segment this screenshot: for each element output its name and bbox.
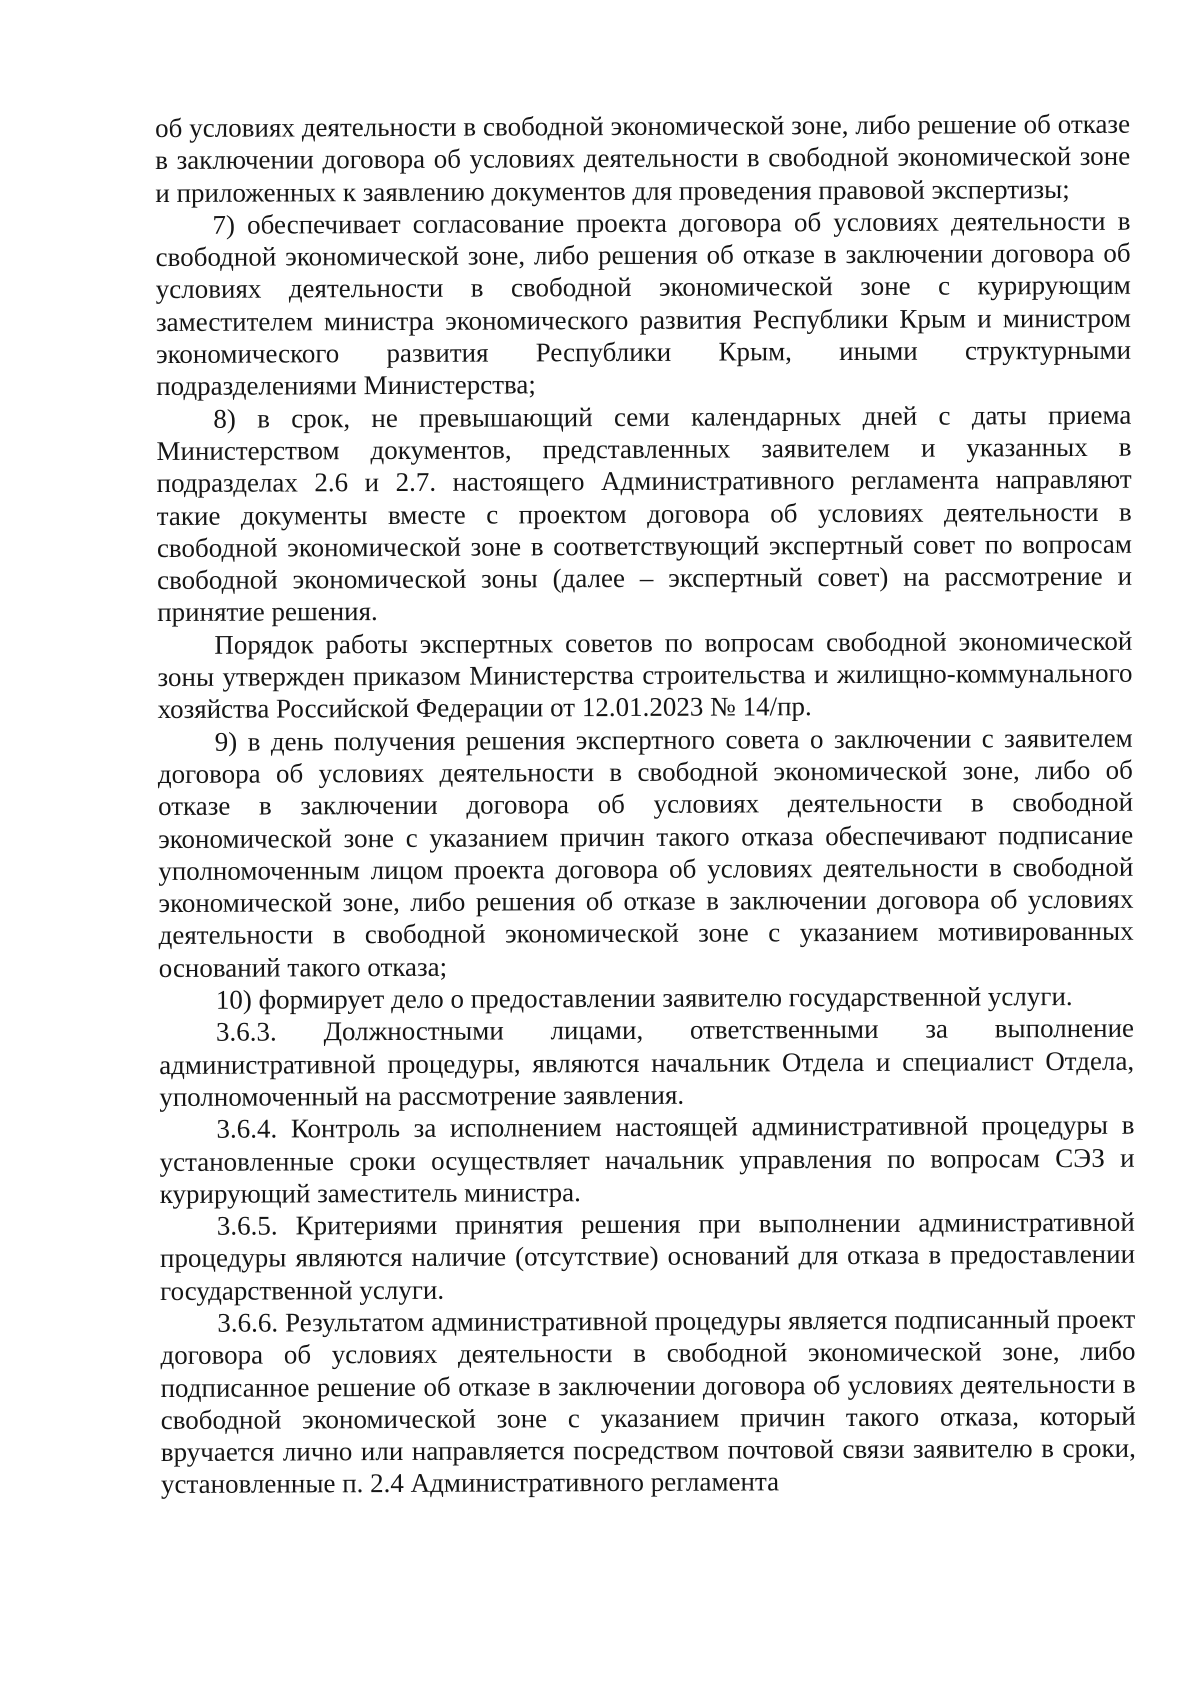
paragraph-item-7: 7) обеспечивает согласование проекта договора об условиях деятельности в свободной экономической зоне, либо решения об отказе в заключении договора об условиях деятельности в свободной экономической зоне с курирующим заместителем министра экономического развития Республики Крым и министром экономического развития Республики Крым, иными структурными подразделениями Министерства; (155, 205, 1132, 402)
paragraph-item-9: 9) в день получения решения экспертного совета о заключении с заявителем договора об условиях деятельности в свободной экономической зоне, либо об отказе в заключении договора об условиях деятельности в свободной экономической зоне с указанием причин такого отказа обеспечивают подписание уполномоченным лицом проекта договора об условиях деятельности в свободной экономической зоне, либо решения об отказе в заключении договора об условиях деятельности в свободной экономической зоне с указанием мотивированных оснований такого отказа; (157, 722, 1134, 983)
paragraph-3-6-6: 3.6.6. Результатом административной процедуры является подписанный проект договора об условиях деятельности в свободной экономической зоне, либо подписанное решение об отказе в заключении договора об условиях деятельности в свободной экономической зоне с указанием причин такого отказа, который вручается лично или направляется посредством почтовой связи заявителю в сроки, установленные п. 2.4 Административного регламента (160, 1303, 1136, 1500)
paragraph-expert-council-procedure: Порядок работы экспертных советов по вопросам свободной экономической зоны утвержден приказом Министерства строительства и жилищно-коммунального хозяйства Российской Федерации от 12.01.2023 № 14/пр. (157, 625, 1133, 725)
paragraph-3-6-4: 3.6.4. Контроль за исполнением настоящей административной процедуры в установленные сроки осуществляет начальник управления по вопросам СЭЗ и курирующий заместитель министра. (159, 1109, 1135, 1209)
paragraph-item-10: 10) формирует дело о предоставлении заявителю государственной услуги. (215, 981, 1073, 1015)
document-body (155, 108, 1136, 1501)
paragraph-continuation: об условиях деятельности в свободной экономической зоне, либо решение об отказе в заключении договора об условиях деятельности в свободной экономической зоне и приложенных к заявлению документов для проведения правовой экспертизы; (155, 108, 1131, 208)
paragraph-item-8: 8) в срок, не превышающий семи календарных дней с даты приема Министерством документов, представленных заявителем и указанных в подразделах 2.6 и 2.7. настоящего Административного регламента направляют такие документы вместе с проектом договора об условиях деятельности в свободной экономической зоне в соответствующий экспертный совет по вопросам свободной экономической зоны (далее – экспертный совет) на рассмотрение и принятие решения. (156, 399, 1133, 628)
paragraph-3-6-3: 3.6.3. Должностными лицами, ответственными за выполнение административной процедуры, являются начальник Отдела и специалист Отдела, уполномоченный на рассмотрение заявления. (159, 1013, 1135, 1112)
paragraph-3-6-5: 3.6.5. Критериями принятия решения при выполнении административной процедуры являются наличие (отсутствие) оснований для отказа в предоставлении государственной услуги. (159, 1206, 1136, 1306)
